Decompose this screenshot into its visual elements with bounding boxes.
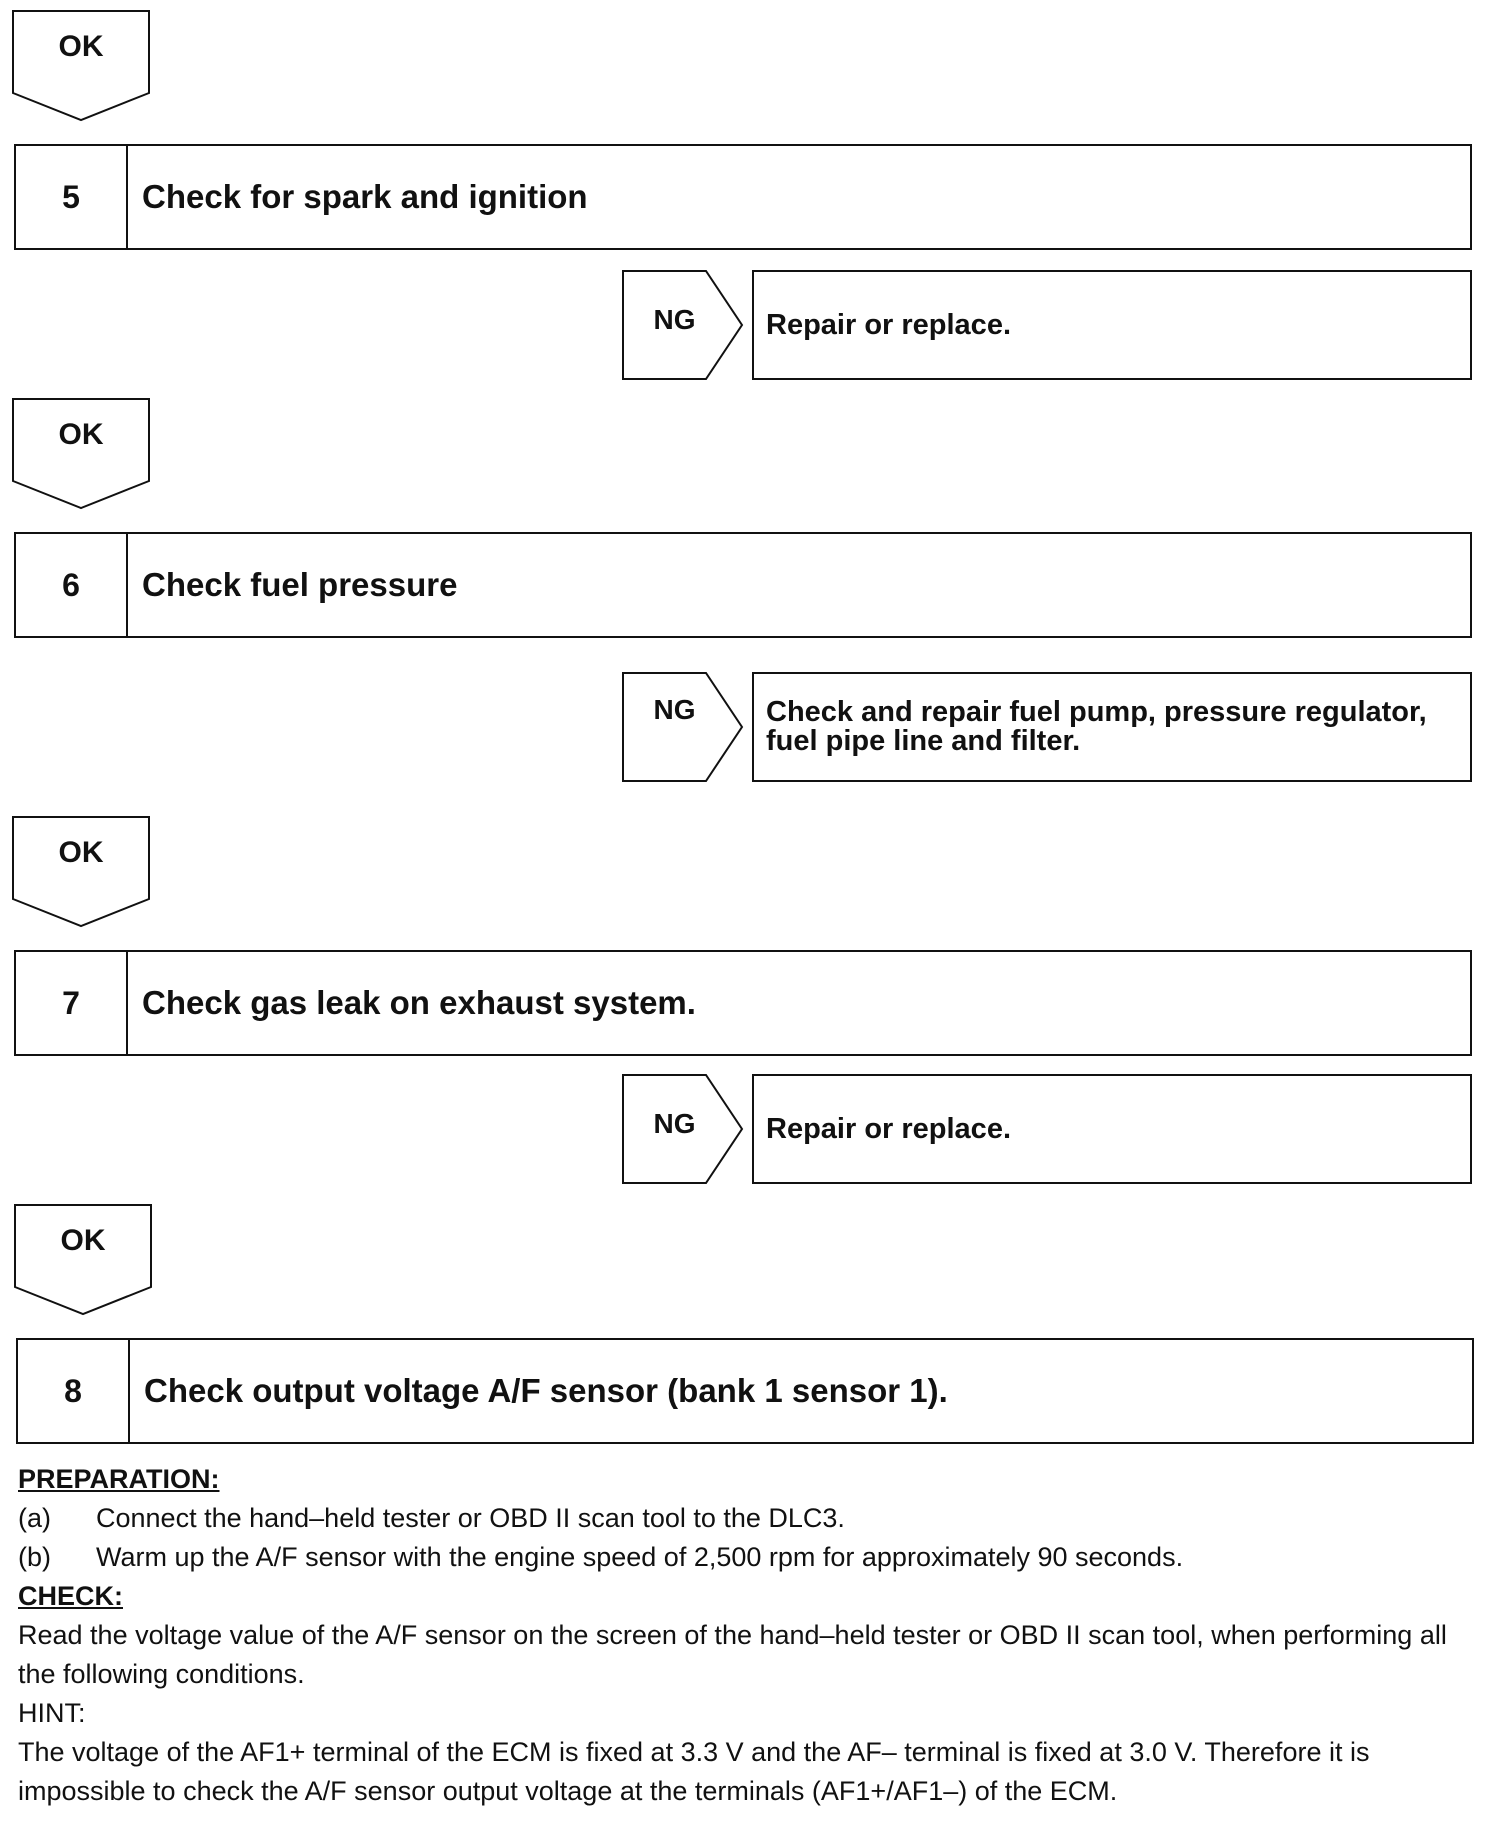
step-number: 5 — [16, 146, 128, 248]
step-title: Check for spark and ignition — [142, 178, 588, 215]
check-text: Read the voltage value of the A/F sensor on the screen of the hand–held tester or OBD II scan tool, when performing all the following conditions. — [18, 1620, 1447, 1689]
ng-arrow-tag — [622, 672, 744, 782]
procedure-text — [18, 1460, 1488, 1811]
ok-label: OK — [58, 836, 104, 869]
ng-action-box — [752, 1074, 1472, 1184]
item-marker: (a) — [18, 1503, 51, 1533]
hint-heading: HINT: — [18, 1698, 86, 1728]
ng-label: NG — [653, 694, 696, 725]
ng-action-text: Check and repair fuel pump, pressure regulator, — [766, 696, 1427, 728]
step-title: Check gas leak on exhaust system. — [142, 984, 696, 1021]
step-number: 6 — [16, 534, 128, 636]
item-marker: (b) — [18, 1542, 51, 1572]
preparation-heading: PREPARATION: — [18, 1464, 220, 1494]
check-heading: CHECK: — [18, 1581, 123, 1611]
step-title: Check output voltage A/F sensor (bank 1 sensor 1). — [144, 1372, 948, 1409]
ok-label: OK — [58, 418, 104, 451]
ng-label: NG — [653, 304, 696, 335]
ok-label: OK — [60, 1224, 106, 1257]
ok-arrow-tag — [12, 10, 150, 118]
ok-label: OK — [58, 30, 104, 63]
ng-action-text: Repair or replace. — [766, 1112, 1011, 1145]
ok-arrow-tag — [14, 1204, 152, 1312]
item-text: Warm up the A/F sensor with the engine speed of 2,500 rpm for approximately 90 seconds. — [96, 1542, 1184, 1572]
step-number: 8 — [18, 1340, 130, 1442]
list-item — [18, 1538, 1488, 1577]
item-text: Connect the hand–held tester or OBD II scan tool to the DLC3. — [96, 1503, 845, 1533]
list-item — [18, 1499, 1488, 1538]
step-title: Check fuel pressure — [142, 566, 458, 603]
hint-text: The voltage of the AF1+ terminal of the ECM is fixed at 3.3 V and the AF– terminal is fixed at 3.0 V. Therefore it is impossible to check the A/F sensor output voltage at the terminals (AF1+/AF1–) of the ECM. — [18, 1737, 1370, 1806]
ok-arrow-tag — [12, 398, 150, 506]
step-box-8 — [16, 1338, 1474, 1444]
step-box-7 — [14, 950, 1472, 1056]
step-box-5 — [14, 144, 1472, 250]
step-number: 7 — [16, 952, 128, 1054]
ng-action-box — [752, 270, 1472, 380]
ok-arrow-tag — [12, 816, 150, 924]
ng-branch — [622, 672, 1472, 782]
ng-action-text: fuel pipe line and filter. — [766, 725, 1081, 757]
step-box-6 — [14, 532, 1472, 638]
ng-arrow-tag — [622, 270, 744, 380]
ng-branch — [622, 1074, 1472, 1184]
ng-action-text: Repair or replace. — [766, 308, 1011, 341]
ng-branch — [622, 270, 1472, 380]
ng-action-box — [752, 672, 1472, 782]
ng-arrow-tag — [622, 1074, 744, 1184]
ng-label: NG — [653, 1108, 696, 1139]
